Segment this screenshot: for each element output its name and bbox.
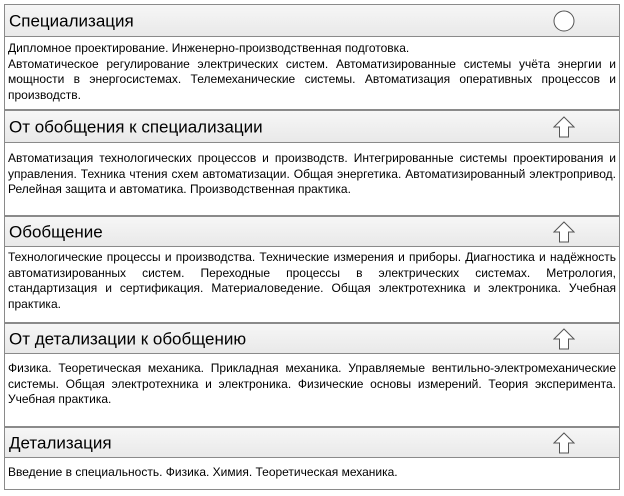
curriculum-diagram — [4, 4, 620, 490]
section-title: Обобщение — [9, 222, 103, 241]
circle-icon — [553, 10, 575, 32]
section-detailing — [4, 427, 620, 490]
section-header — [5, 217, 619, 247]
up-arrow-icon — [553, 328, 575, 350]
section-text: Физика. Теоретическая механика. Прикладная механика. Управляемые вентильно-электромеханические системы. Общая электротехника и электроника. Физические основы измерений. Теория эксперимента. Учебная практика. — [8, 361, 616, 406]
section-title: От обобщения к специализации — [9, 117, 263, 136]
section-title: Детализация — [9, 433, 112, 452]
section-header — [5, 111, 619, 143]
section-header — [5, 428, 619, 458]
section-body — [5, 458, 619, 489]
section-text: Автоматическое регулирование электрических систем. Автоматизированные системы учёта энергии и мощности в энергосистемах. Телемеханические системы. Автоматизация оперативных процессов и производств. — [8, 56, 616, 102]
section-title: От детализации к обобщению — [9, 329, 247, 348]
up-arrow-icon — [553, 432, 575, 454]
section-text: Технологические процессы и производства. Технические измерения и приборы. Диагностика и надёжность автоматизированных систем. Переходные процессы в электрических системах. Метрология, стандартизация и сертификация. Материаловедение. Общая электротехника и электроника. Учебная практика. — [8, 250, 616, 311]
section-generalization — [4, 216, 620, 323]
up-arrow-icon — [553, 116, 575, 138]
section-body — [5, 143, 619, 215]
section-body — [5, 354, 619, 426]
section-detailing-to-generalization — [4, 323, 620, 427]
section-title: Специализация — [9, 11, 134, 30]
section-specialization — [4, 4, 620, 110]
section-header — [5, 5, 619, 37]
up-arrow-icon — [553, 221, 575, 243]
section-text: Введение в специальность. Физика. Химия. Теоретическая механика. — [8, 465, 398, 479]
section-text-line: Дипломное проектирование. Инженерно-производственная подготовка. — [8, 41, 410, 55]
section-text: Автоматизация технологических процессов и производств. Интегрированные системы проектирования и управления. Техника чтения схем автоматизации. Общая энергетика. Автоматизированный электропривод. Релейная защита и автоматика. Производственная практика. — [8, 151, 616, 196]
section-generalization-to-specialization — [4, 110, 620, 216]
section-body — [5, 247, 619, 322]
section-body — [5, 37, 619, 109]
section-header — [5, 324, 619, 354]
